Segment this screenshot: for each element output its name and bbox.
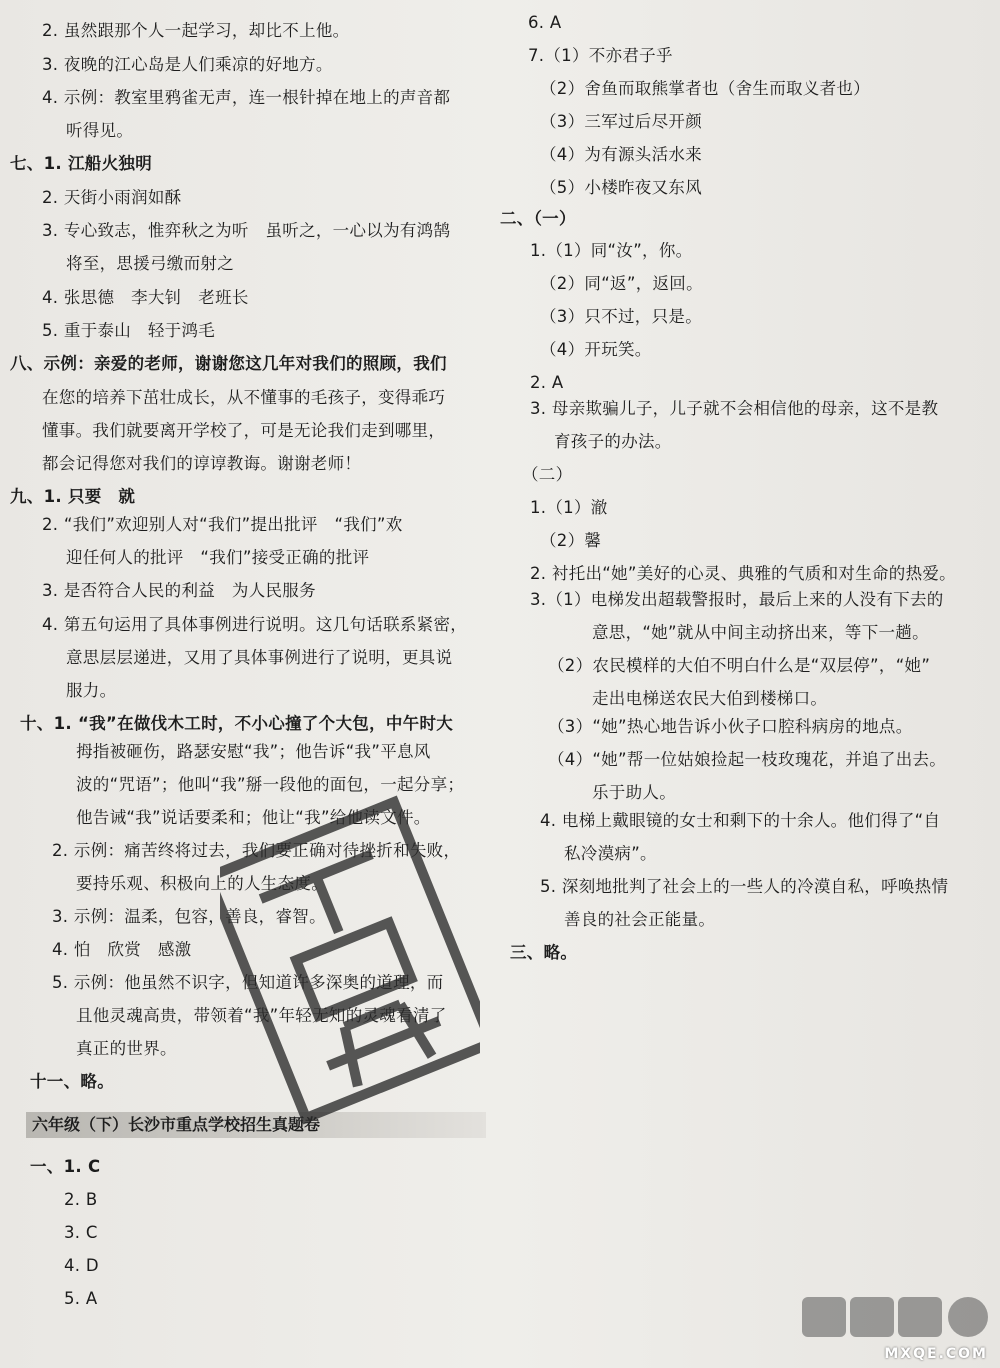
right-line: 2. A	[530, 373, 564, 392]
left-line: 2. “我们”欢迎别人对“我们”提出批评 “我们”欢	[42, 515, 403, 534]
right-line: 1.（1）同“汝”，你。	[530, 241, 693, 260]
left-line: 波的“咒语”；他叫“我”掰一段他的面包，一起分享；	[76, 775, 465, 794]
left-line: 2. 天街小雨润如酥	[42, 188, 182, 207]
stamp-seal-icon	[220, 790, 480, 1130]
left-line: 4. 张思德 李大钊 老班长	[42, 288, 249, 307]
right-line: （3）三军过后尽开颜	[540, 112, 702, 131]
left-line: 5. A	[64, 1289, 98, 1308]
left-line: 3. 专心致志，惟弈秋之为听 虽听之，一心以为有鸿鹄	[42, 221, 451, 240]
left-line: 3. 夜晚的江心岛是人们乘凉的好地方。	[42, 55, 333, 74]
right-line: 走出电梯送农民大伯到楼梯口。	[592, 689, 828, 708]
right-line: 私冷漠病”。	[564, 844, 657, 863]
right-line: 乐于助人。	[592, 783, 676, 802]
right-line: （3）只不过，只是。	[540, 307, 702, 326]
left-line: 将至，思援弓缴而射之	[66, 254, 234, 273]
left-line: 七、1. 江船火独明	[10, 154, 152, 173]
left-line: 且他灵魂高贵，带领着“我”年轻无知的灵魂看清了	[76, 1006, 447, 1025]
left-line: 4. 怕 欣赏 感激	[52, 940, 192, 959]
left-line: 4. 示例：教室里鸦雀无声，连一根针掉在地上的声音都	[42, 88, 451, 107]
right-line: （4）为有源头活水来	[540, 145, 702, 164]
left-line: 2. 示例：痛苦终将过去，我们要正确对待挫折和失败，	[52, 841, 461, 860]
left-line: 2. 虽然跟那个人一起学习，却比不上他。	[42, 21, 350, 40]
right-line: 1.（1）澈	[530, 498, 608, 517]
left-line: 意思层层递进，又用了具体事例进行了说明，更具说	[66, 648, 453, 667]
right-line: （3）“她”热心地告诉小伙子口腔科病房的地点。	[548, 717, 913, 736]
watermark-url: MXQE.COM	[884, 1346, 988, 1362]
left-line: 迎任何人的批评 “我们”接受正确的批评	[66, 548, 370, 567]
right-line: 意思，“她”就从中间主动挤出来，等下一趟。	[592, 623, 929, 642]
left-line: 十一、略。	[30, 1072, 114, 1091]
left-line: 要持乐观、积极向上的人生态度。	[76, 874, 328, 893]
left-line: 八、示例：亲爱的老师，谢谢您这几年对我们的照顾，我们	[10, 354, 447, 373]
left-line: 3. 示例：温柔，包容，善良，睿智。	[52, 907, 326, 926]
left-line: 听得见。	[66, 121, 134, 140]
left-line: 十、1. “我”在做伐木工时，不小心撞了个大包，中午时大	[20, 714, 454, 733]
right-line: 5. 深刻地批判了社会上的一些人的冷漠自私，呼唤热情	[540, 877, 949, 896]
right-line: 善良的社会正能量。	[564, 910, 716, 929]
right-line: 6. A	[528, 13, 562, 32]
left-line: 2. B	[64, 1190, 98, 1209]
left-line: 3. C	[64, 1223, 98, 1242]
left-line: 一、1. C	[30, 1157, 101, 1176]
right-line: 三、略。	[510, 943, 578, 962]
left-line: 5. 重于泰山 轻于鸿毛	[42, 321, 216, 340]
left-line: 在您的培养下茁壮成长，从不懂事的毛孩子，变得乖巧	[42, 388, 446, 407]
right-line: 4. 电梯上戴眼镜的女士和剩下的十余人。他们得了“自	[540, 811, 941, 830]
right-line: （2）舍鱼而取熊掌者也（舍生而取义者也）	[540, 79, 870, 98]
left-line: 服力。	[66, 681, 117, 700]
right-line: 2. 衬托出“她”美好的心灵、典雅的气质和对生命的热爱。	[530, 564, 956, 583]
left-line: 懂事。我们就要离开学校了，可是无论我们走到哪里，	[42, 421, 446, 440]
right-line: （二）	[522, 465, 573, 484]
right-line: 7.（1）不亦君子乎	[528, 46, 673, 65]
right-line: （4）开玩笑。	[540, 340, 652, 359]
right-line: （2）同“返”，返回。	[540, 274, 703, 293]
left-line: 他告诫“我”说话要柔和；他让“我”给他读文件。	[76, 808, 431, 827]
left-line: 都会记得您对我们的谆谆教诲。谢谢老师！	[42, 454, 362, 473]
left-line: 3. 是否符合人民的利益 为人民服务	[42, 581, 316, 600]
section-banner-title: 六年级（下）长沙市重点学校招生真题卷	[32, 1115, 321, 1134]
left-line: 真正的世界。	[76, 1039, 177, 1058]
right-line: （2）农民模样的大伯不明白什么是“双层停”，“她”	[548, 656, 931, 675]
right-line: 二、（一）	[500, 209, 576, 228]
right-line: （5）小楼昨夜又东风	[540, 178, 702, 197]
right-line: 3. 母亲欺骗儿子，儿子就不会相信他的母亲，这不是教	[530, 399, 939, 418]
left-line: 5. 示例：他虽然不识字，但知道许多深奥的道理，而	[52, 973, 444, 992]
right-line: （2）馨	[540, 531, 602, 550]
right-line: （4）“她”帮一位姑娘捡起一枝玫瑰花，并追了出去。	[548, 750, 947, 769]
left-line: 4. D	[64, 1256, 99, 1275]
left-line: 拇指被砸伤，路瑟安慰“我”；他告诉“我”平息风	[76, 742, 431, 761]
left-line: 4. 第五句运用了具体事例进行说明。这几句话联系紧密，	[42, 615, 468, 634]
left-line: 九、1. 只要 就	[10, 487, 136, 506]
right-line: 3.（1）电梯发出超载警报时，最后上来的人没有下去的	[530, 590, 944, 609]
right-line: 育孩子的办法。	[554, 432, 672, 451]
